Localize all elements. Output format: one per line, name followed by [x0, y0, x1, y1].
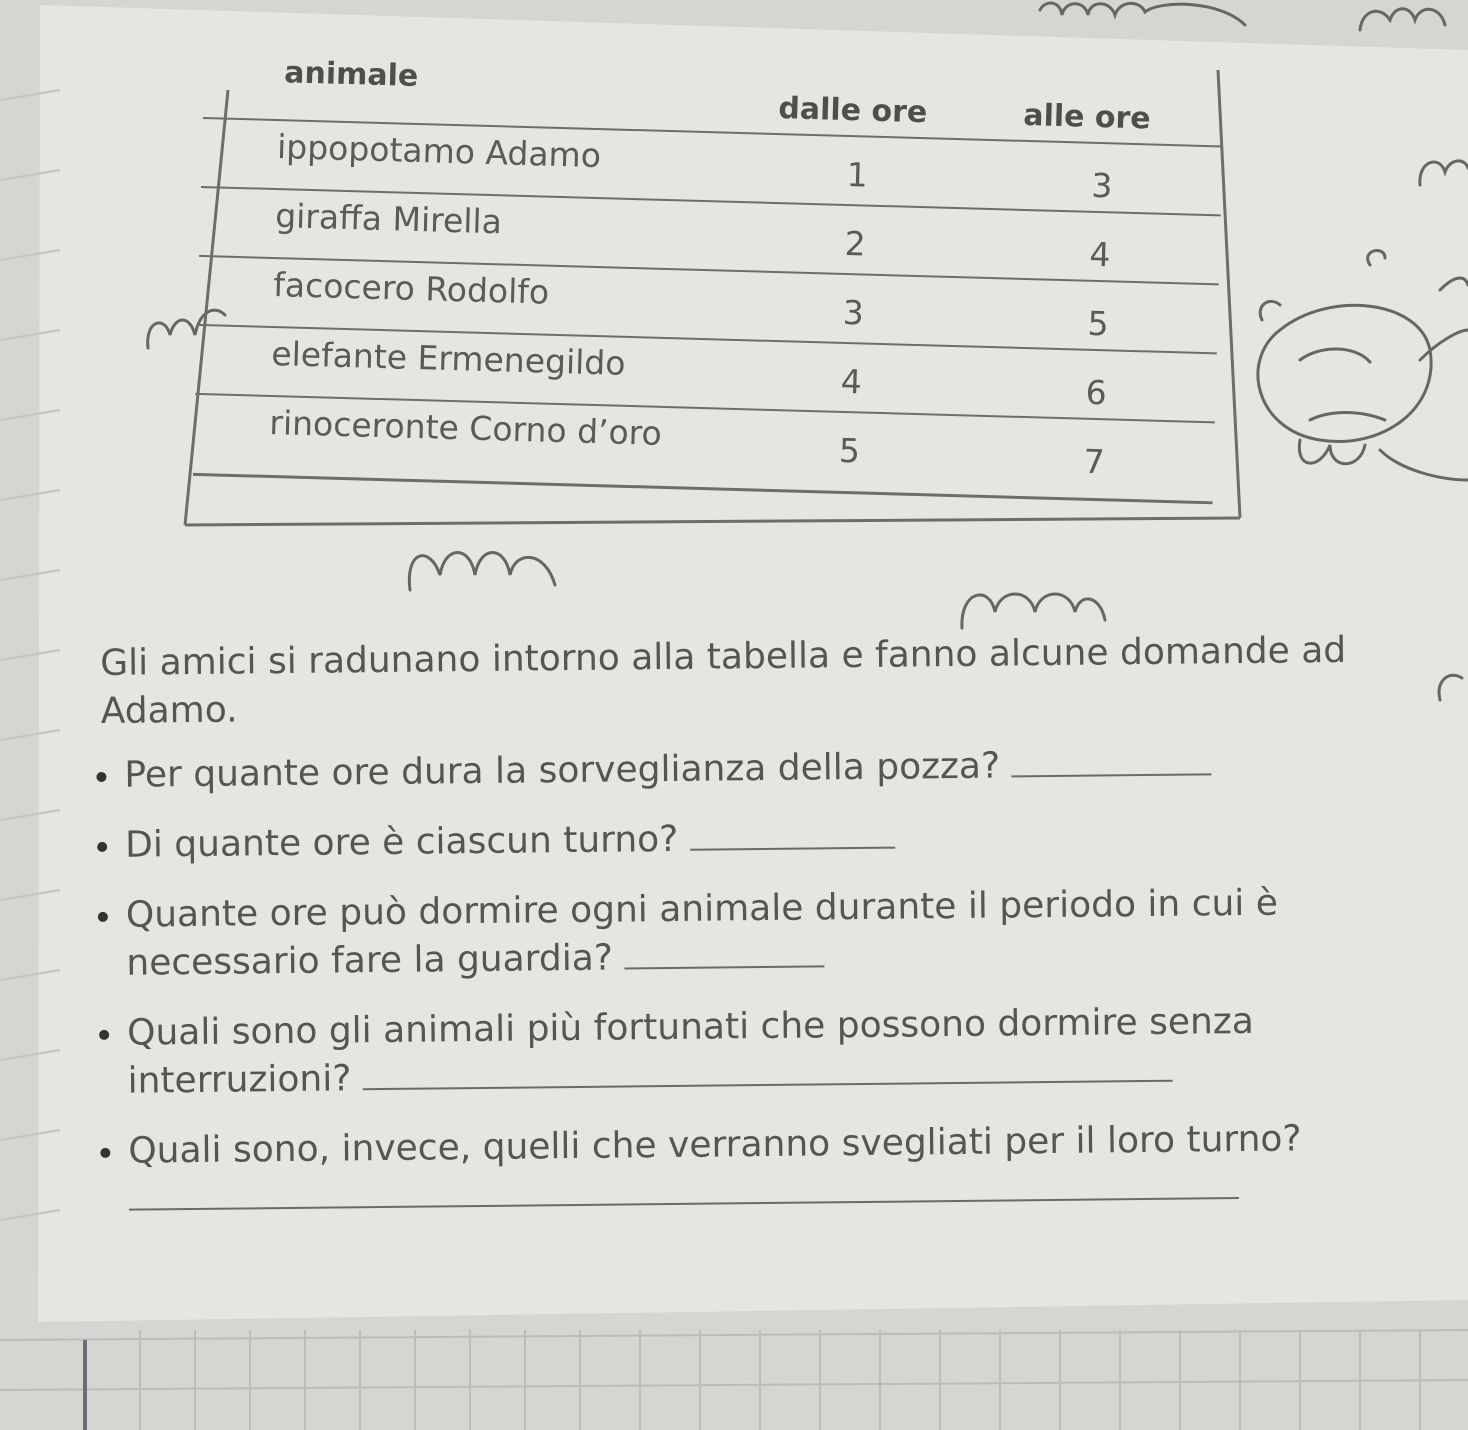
answer-blank[interactable]	[363, 1050, 1173, 1090]
question-item	[96, 738, 1396, 800]
answer-blank[interactable]	[624, 935, 824, 969]
bullet-icon	[99, 1030, 109, 1040]
bullet-icon	[98, 912, 108, 922]
animal-cell: giraffa Mirella	[274, 196, 503, 242]
animal-cell: facocero Rodolfo	[272, 265, 550, 312]
shift-table	[193, 45, 1225, 504]
question-text: Quali sono, invece, quelli che verranno svegliati per il loro turno?	[128, 1118, 1302, 1172]
from-hour-cell: 5	[838, 430, 861, 471]
question-text: Quali sono gli animali più fortunati che possono dormire senza interruzioni?	[126, 1000, 1255, 1102]
animal-cell: rinoceronte Corno d’oro	[268, 402, 663, 453]
answer-blank[interactable]	[1011, 743, 1211, 777]
column-header-alle-ore: alle ore	[1022, 97, 1152, 137]
question-item	[100, 1114, 1401, 1224]
animal-cell: elefante Ermenegildo	[270, 333, 627, 383]
to-hour-cell: 6	[1085, 372, 1108, 413]
question-item	[98, 878, 1399, 988]
question-text: Per quante ore dura la sorveglianza della pozza?	[124, 745, 1001, 796]
exercise-text	[95, 626, 1401, 1246]
bullet-icon	[96, 772, 106, 782]
question-item	[97, 808, 1397, 870]
intro-paragraph: Gli amici si radunano intorno alla tabella e fanno alcune domande ad Adamo.	[100, 629, 1347, 732]
to-hour-cell: 4	[1088, 234, 1112, 275]
to-hour-cell: 5	[1087, 303, 1110, 344]
answer-blank[interactable]	[129, 1167, 1239, 1211]
bullet-icon	[100, 1148, 110, 1158]
from-hour-cell: 4	[840, 361, 863, 402]
question-text: Quante ore può dormire ogni animale durante il periodo in cui è necessario fare la guardia?	[125, 882, 1279, 984]
from-hour-cell: 2	[844, 223, 867, 264]
bullet-icon	[97, 842, 107, 852]
from-hour-cell: 3	[842, 292, 865, 333]
animal-cell: ippopotamo Adamo	[276, 127, 602, 176]
question-text: Di quante ore è ciascun turno?	[124, 818, 679, 866]
to-hour-cell: 3	[1090, 165, 1113, 206]
from-hour-cell: 1	[846, 154, 869, 195]
column-header-animale: animale	[283, 55, 419, 94]
answer-blank[interactable]	[690, 817, 895, 851]
question-item	[99, 996, 1400, 1106]
column-header-dalle-ore: dalle ore	[777, 91, 928, 131]
to-hour-cell: 7	[1083, 441, 1106, 482]
